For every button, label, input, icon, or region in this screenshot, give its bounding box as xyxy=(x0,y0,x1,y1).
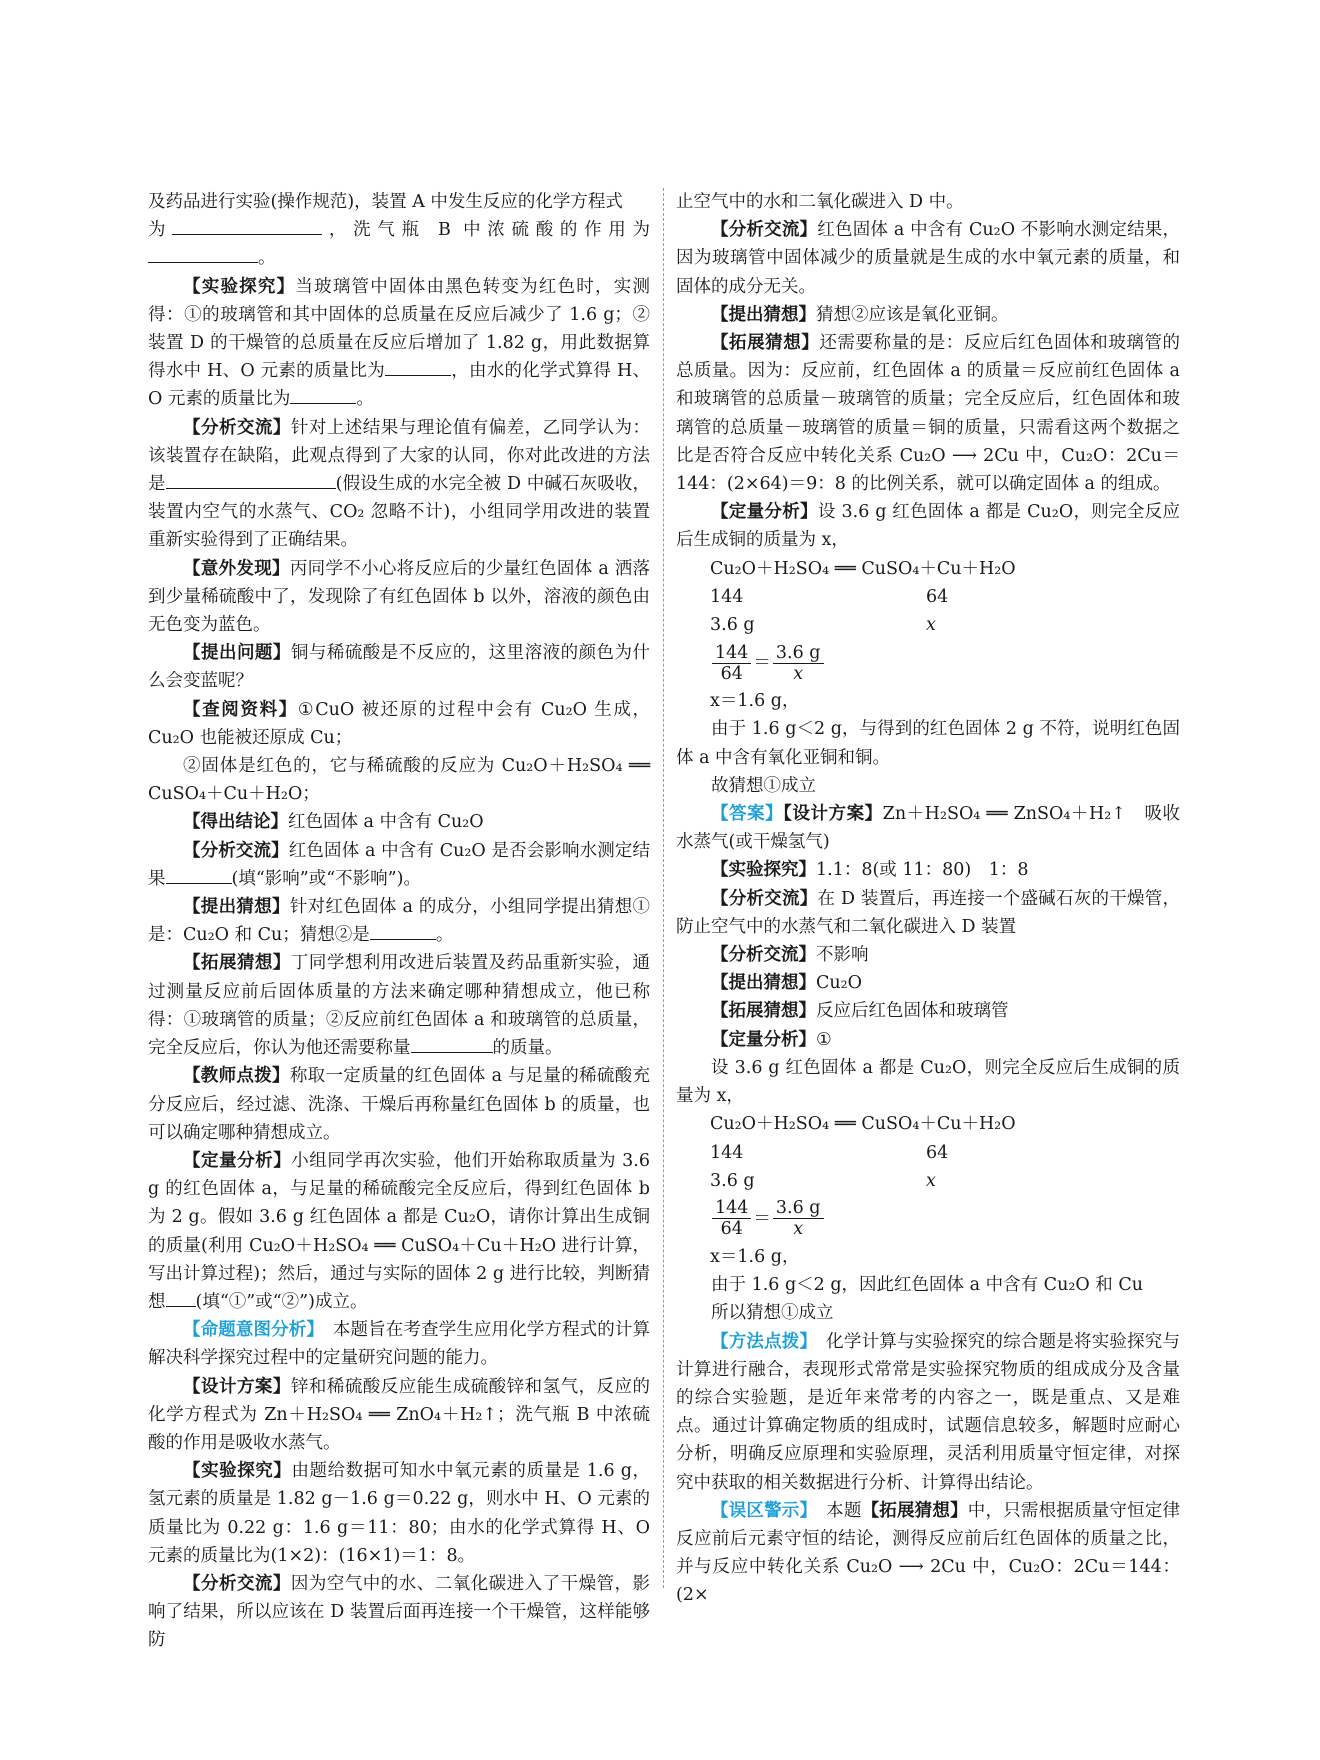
fraction: $\frac{144}{64}$ xyxy=(712,643,751,684)
paragraph: 故猜想①成立 xyxy=(711,775,816,796)
answer-blank[interactable] xyxy=(290,385,356,404)
paragraph: 【定量分析】① xyxy=(711,1029,832,1050)
paragraph: 【设计方案】锌和稀硫酸反应能生成硫酸锌和氢气，反应的化学方程式为 Zn＋H₂SO₄ ══ ZnO₄＋H₂↑；洗气瓶 B 中浓硫酸的作用是吸收水蒸气。 xyxy=(148,1376,651,1453)
proportion: $\frac{144}{64}$ ＝ $\frac{3.6 g}{x}$ xyxy=(676,1195,1180,1243)
paragraph: 【教师点拨】称取一定质量的红色固体 a 与足量的稀硫酸充分反应后，经过滤、洗涤、干燥后再称量红色固体 b 的质量，也可以确定哪种猜想成立。 xyxy=(148,1066,651,1143)
paragraph: 【拓展猜想】还需要称量的是：反应后红色固体和玻璃管的总质量。因为：反应前，红色固体 a 的质量＝反应前红色固体 a 和玻璃管的总质量－玻璃管的质量；完全反应后，红色固体和玻璃管的总质量－玻璃管的质量＝铜的质量，只需看这两个数据之比是否符合反应中转化关系 Cu₂O ⟶ 2Cu 中，Cu₂O：2Cu＝144：(2×64)＝9：8 的比例关系，就可以确定固体 a 的组成。 xyxy=(676,333,1181,495)
paragraph: 【分析交流】红色固体 a 中含有 Cu₂O 是否会影响水测定结果 (填“影响”或“不影响”)。 xyxy=(148,840,650,889)
warning-tag: 【误区警示】 xyxy=(711,1500,809,1521)
section-heading: 【拓展猜想】 xyxy=(183,953,291,974)
section-heading: 【提出问题】 xyxy=(183,643,291,664)
section-heading: 【分析交流】 xyxy=(711,220,818,241)
answer-tag: 【答案】 xyxy=(711,804,784,825)
section-heading: 【教师点拨】 xyxy=(183,1066,290,1087)
answer-blank[interactable] xyxy=(166,470,336,489)
column-divider xyxy=(663,188,664,1588)
answer-blank[interactable] xyxy=(166,865,232,884)
proportion: $\frac{144}{64}$ ＝ $\frac{3.6 g}{x}$ xyxy=(676,639,1180,687)
paragraph: 【分析交流】在 D 装置后，再连接一个盛碱石灰的干燥管，防止空气中的水蒸气和二氧化碳进入 D 装置 xyxy=(676,888,1181,937)
section-heading: 【分析交流】 xyxy=(183,1573,291,1594)
equation: Cu₂O＋H₂SO₄ ══ CuSO₄＋Cu＋H₂O xyxy=(710,1114,1016,1135)
right-column xyxy=(676,188,1180,1610)
paragraph: 【答案】【设计方案】Zn＋H₂SO₄ ══ ZnSO₄＋H₂↑ 吸收水蒸气(或干燥氢气) xyxy=(676,804,1181,853)
section-heading: 【定量分析】 xyxy=(711,502,818,523)
paragraph: 【实验探究】由题给数据可知水中氧元素的质量是 1.6 g，氢元素的质量是 1.82 g－1.6 g＝0.22 g，则水中 H、O 元素的质量比为 0.22 g：1.6 g＝11：80；由水的化学式算得 H、O 元素的质量比为(1×2)：(16×1)＝1：8。 xyxy=(148,1461,650,1566)
section-heading: 【分析交流】 xyxy=(711,945,816,966)
section-heading: 【得出结论】 xyxy=(183,812,288,833)
method-tag: 【方法点拨】 xyxy=(711,1331,809,1352)
equation-row: 3.6 g x xyxy=(710,1170,936,1191)
analysis-tag: 【命题意图分析】 xyxy=(183,1320,316,1341)
answer-blank[interactable] xyxy=(172,216,322,235)
equation: x＝1.6 g， xyxy=(710,691,800,712)
section-heading: 【分析交流】 xyxy=(711,888,818,909)
paragraph: 【误区警示】 本题【拓展猜想】中，只需根据质量守恒定律反应前后元素守恒的结论，测得反应前后红色固体的质量之比，并与反应中转化关系 Cu₂O ⟶ 2Cu 中，Cu₂O：2Cu＝144：(2× xyxy=(676,1500,1181,1606)
section-heading: 【查阅资料】 xyxy=(183,699,298,720)
answer-blank[interactable] xyxy=(385,357,451,376)
left-column xyxy=(148,188,650,1655)
paragraph: 【方法点拨】 化学计算与实验探究的综合题是将实验探究与计算进行融合，表现形式常常是实验探究物质的组成成分及含量的综合实验题，是近年来常考的内容之一，既是重点、又是难点。通过计算确定物质的组成时，试题信息较多，解题时应耐心分析，明确反应原理和实验原理，灵活利用质量守恒定律，对探究中获取的相关数据进行分析、计算得出结论。 xyxy=(676,1331,1181,1493)
paragraph: 【查阅资料】①CuO 被还原的过程中会有 Cu₂O 生成，Cu₂O 也能被还原成 Cu； xyxy=(148,699,650,748)
paragraph: 及药品进行实验(操作规范)，装置 A 中发生反应的化学方程式 xyxy=(148,192,623,212)
fraction: $\frac{3.6 g}{x}$ xyxy=(773,643,824,684)
paragraph: 【分析交流】红色固体 a 中含有 Cu₂O 不影响水测定结果，因为玻璃管中固体减少的质量就是生成的水中氧元素的质量，和固体的成分无关。 xyxy=(676,220,1181,297)
equation-row: 144 64 xyxy=(710,586,949,607)
fraction: $\frac{144}{64}$ xyxy=(712,1198,751,1239)
paragraph: 为 ，洗气瓶 B 中浓硫酸的作用为。 xyxy=(148,216,650,272)
paragraph: 由于 1.6 g＜2 g，因此红色固体 a 中含有 Cu₂O 和 Cu xyxy=(711,1275,1143,1296)
paragraph: 【命题意图分析】 本题旨在考查学生应用化学方程式的计算解决科学探究过程中的定量研究问题的能力。 xyxy=(148,1320,650,1369)
answer-blank[interactable] xyxy=(411,1034,493,1053)
fraction: $\frac{3.6 g}{x}$ xyxy=(773,1198,824,1239)
paragraph: 【分析交流】针对上述结果与理论值有偏差，乙同学认为：该装置存在缺陷，此观点得到了大家的认同，你对此改进的方法是 (假设生成的水完全被 D 中碱石灰吸收，装置内空气的水蒸气、CO₂ 忽略不计)，小组同学用改进的装置重新实验得到了正确结果。 xyxy=(148,417,651,551)
paragraph: ②固体是红色的，它与稀硫酸的反应为 Cu₂O＋H₂SO₄ ══ CuSO₄＋Cu＋H₂O； xyxy=(148,756,650,805)
section-heading: 【实验探究】 xyxy=(711,860,816,881)
paragraph: 【提出猜想】针对红色固体 a 的成分，小组同学提出猜想①是：Cu₂O 和 Cu；猜想②是 。 xyxy=(148,897,651,946)
section-heading: 【设计方案】 xyxy=(783,804,883,825)
section-heading: 【拓展猜想】 xyxy=(711,333,820,354)
paragraph: 【意外发现】丙同学不小心将反应后的少量红色固体 a 洒落到少量稀硫酸中了，发现除了有红色固体 b 以外，溶液的颜色由无色变为蓝色。 xyxy=(148,558,651,636)
paragraph: 【得出结论】红色固体 a 中含有 Cu₂O xyxy=(183,812,484,833)
paragraph: 【定量分析】设 3.6 g 红色固体 a 都是 Cu₂O，则完全反应后生成铜的质量为 x， xyxy=(676,502,1181,551)
paragraph: 【实验探究】1.1：8(或 11：80) 1：8 xyxy=(711,860,1029,881)
section-heading: 【拓展猜想】 xyxy=(861,1500,968,1521)
section-heading: 【分析交流】 xyxy=(183,417,291,438)
paragraph: 【分析交流】不影响 xyxy=(711,945,869,966)
section-heading: 【定量分析】 xyxy=(183,1150,292,1171)
section-heading: 【提出猜想】 xyxy=(711,304,816,325)
equation: x＝1.6 g， xyxy=(710,1246,800,1267)
answer-blank[interactable] xyxy=(148,244,258,263)
section-heading: 【分析交流】 xyxy=(183,840,289,861)
paragraph: 止空气中的水和二氧化碳进入 D 中。 xyxy=(676,192,964,212)
answer-blank[interactable] xyxy=(370,921,436,940)
section-heading: 【提出猜想】 xyxy=(711,973,816,994)
section-heading: 【提出猜想】 xyxy=(183,897,290,918)
paragraph: 【提出猜想】猜想②应该是氧化亚铜。 xyxy=(711,304,1009,325)
paragraph: 【拓展猜想】丁同学想利用改进后装置及药品重新实验，通过测量反应前后固体质量的方法来确定哪种猜想成立，他已称得：①玻璃管的质量；②反应前红色固体 a 和玻璃管的总质量，完全反应后，你认为他还需要称量 的质量。 xyxy=(148,953,651,1059)
paragraph: 【拓展猜想】反应后红色固体和玻璃管 xyxy=(711,1001,1009,1022)
section-heading: 【意外发现】 xyxy=(183,558,290,579)
paragraph: 由于 1.6 g＜2 g，与得到的红色固体 2 g 不符，说明红色固体 a 中含有氧化亚铜和铜。 xyxy=(676,719,1180,768)
equation: Cu₂O＋H₂SO₄ ══ CuSO₄＋Cu＋H₂O xyxy=(710,558,1016,579)
section-heading: 【拓展猜想】 xyxy=(711,1001,816,1022)
paragraph: 【定量分析】小组同学再次实验，他们开始称取质量为 3.6 g 的红色固体 a，与足量的稀硫酸完全反应后，得到红色固体 b 为 2 g。假如 3.6 g 红色固体 a 都是 Cu₂O，请你计算出生成铜的质量(利用 Cu₂O＋H₂SO₄ ══ CuSO₄＋Cu＋H₂O 进行计算，写出计算过程)；然后，通过与实际的固体 2 g 进行比较，判断猜想 (填“①”或“②”)成立。 xyxy=(148,1150,650,1312)
equation-row: 3.6 g x xyxy=(710,615,936,636)
equation-row: 144 64 xyxy=(710,1142,949,1163)
section-heading: 【定量分析】 xyxy=(711,1029,816,1050)
paragraph: 【分析交流】因为空气中的水、二氧化碳进入了干燥管，影响了结果，所以应该在 D 装置后面再连接一个干燥管，这样能够防 xyxy=(148,1573,651,1651)
paragraph: 【提出猜想】Cu₂O xyxy=(711,973,863,994)
paragraph: 设 3.6 g 红色固体 a 都是 Cu₂O，则完全反应后生成铜的质量为 x， xyxy=(676,1057,1180,1107)
paragraph: 【提出问题】铜与稀硫酸是不反应的，这里溶液的颜色为什么会变蓝呢？ xyxy=(148,643,651,692)
section-heading: 【实验探究】 xyxy=(183,276,296,297)
section-heading: 【实验探究】 xyxy=(183,1461,292,1482)
answer-blank[interactable] xyxy=(166,1288,196,1307)
paragraph: 所以猜想①成立 xyxy=(711,1303,834,1324)
section-heading: 【设计方案】 xyxy=(183,1376,291,1397)
paragraph: 【实验探究】当玻璃管中固体由黑色转变为红色时，实测得：①的玻璃管和其中固体的总质量在反应后减少了 1.6 g；②装置 D 的干燥管的总质量在反应后增加了 1.82 g，用此数据算得水中 H、O 元素的质量比为 ，由水的化学式算得 H、O 元素的质量比为 。 xyxy=(148,276,650,410)
